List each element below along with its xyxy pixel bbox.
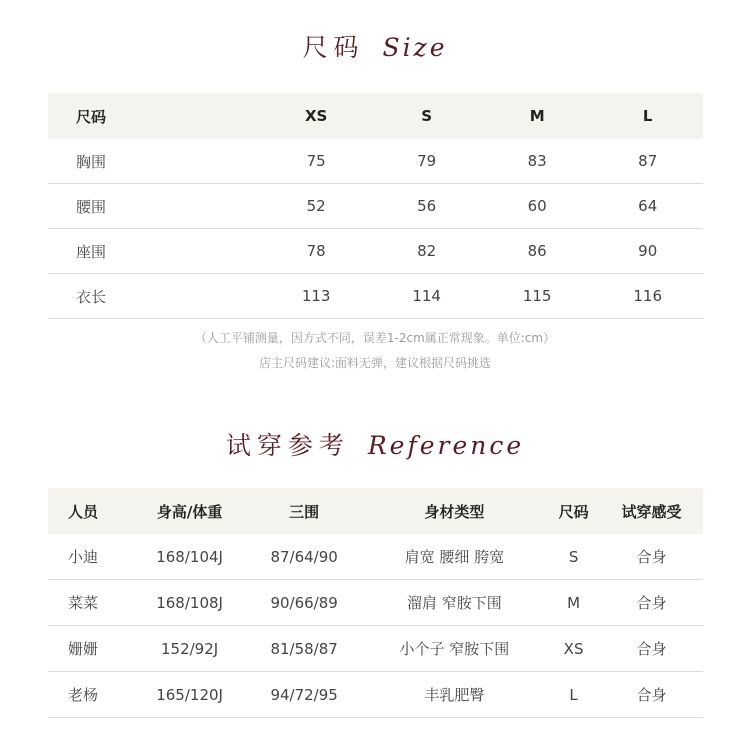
table-header-row [48,488,703,534]
table-cell: M [547,580,600,626]
table-row [48,139,703,184]
column-header: 身高/体重 [133,488,247,534]
table-cell: 52 [261,184,372,229]
column-header: 三围 [247,488,362,534]
table-cell: 114 [371,274,482,319]
reference-table [48,488,703,718]
table-cell: 合身 [600,534,703,580]
table-cell: 合身 [600,580,703,626]
table-cell: 小个子 窄胺下围 [362,626,547,672]
column-header: S [371,93,482,139]
table-row [48,534,703,580]
table-cell: L [547,672,600,718]
table-cell: 90/66/89 [247,580,362,626]
size-advice-note: 店主尺码建议:面料无弹，建议根据尺码挑选 [258,356,492,370]
reference-title-cn: 试穿参考 [225,431,350,460]
table-row [48,626,703,672]
column-header: 尺码 [547,488,600,534]
table-cell: 168/104J [133,534,247,580]
table-row [48,184,703,229]
table-cell: 83 [482,139,593,184]
reference-title-en: Reference [367,431,525,460]
table-cell: 老杨 [48,672,133,718]
table-cell: XS [547,626,600,672]
table-cell: 87 [592,139,703,184]
column-header: M [482,93,593,139]
table-row [48,274,703,319]
size-title-en: Size [382,33,448,62]
table-cell: 丰乳肥臀 [362,672,547,718]
table-header-row [48,93,703,139]
table-cell: 64 [592,184,703,229]
table-cell: 78 [261,229,372,274]
table-cell: 75 [261,139,372,184]
column-header: 尺码 [48,93,261,139]
table-cell: 姗姗 [48,626,133,672]
table-cell: 115 [482,274,593,319]
size-section-title [0,28,750,64]
table-cell: 胸围 [48,139,261,184]
table-row [48,229,703,274]
table-cell: 衣长 [48,274,261,319]
table-cell: 小迪 [48,534,133,580]
table-cell: 94/72/95 [247,672,362,718]
column-header: 试穿感受 [600,488,703,534]
reference-section-title [0,426,750,462]
table-cell: 90 [592,229,703,274]
table-cell: 87/64/90 [247,534,362,580]
table-cell: 菜菜 [48,580,133,626]
table-cell: 86 [482,229,593,274]
table-cell: 60 [482,184,593,229]
column-header: 身材类型 [362,488,547,534]
table-row [48,580,703,626]
table-cell: 82 [371,229,482,274]
table-cell: 165/120J [133,672,247,718]
table-cell: 肩宽 腰细 胯宽 [362,534,547,580]
column-header: XS [261,93,372,139]
measurement-note: （人工平铺测量，因方式不同，误差1-2cm属正常现象。单位:cm） [194,331,556,345]
table-cell: 116 [592,274,703,319]
table-cell: 113 [261,274,372,319]
column-header: 人员 [48,488,133,534]
table-cell: 79 [371,139,482,184]
size-title-cn: 尺码 [302,33,365,62]
table-cell: 152/92J [133,626,247,672]
table-cell: 合身 [600,626,703,672]
table-cell: 168/108J [133,580,247,626]
size-chart-table [48,93,703,319]
table-cell: 合身 [600,672,703,718]
table-cell: 座围 [48,229,261,274]
table-cell: 溜肩 窄胺下围 [362,580,547,626]
table-cell: 56 [371,184,482,229]
table-cell: 81/58/87 [247,626,362,672]
column-header: L [592,93,703,139]
table-row [48,672,703,718]
table-cell: 腰围 [48,184,261,229]
table-cell: S [547,534,600,580]
